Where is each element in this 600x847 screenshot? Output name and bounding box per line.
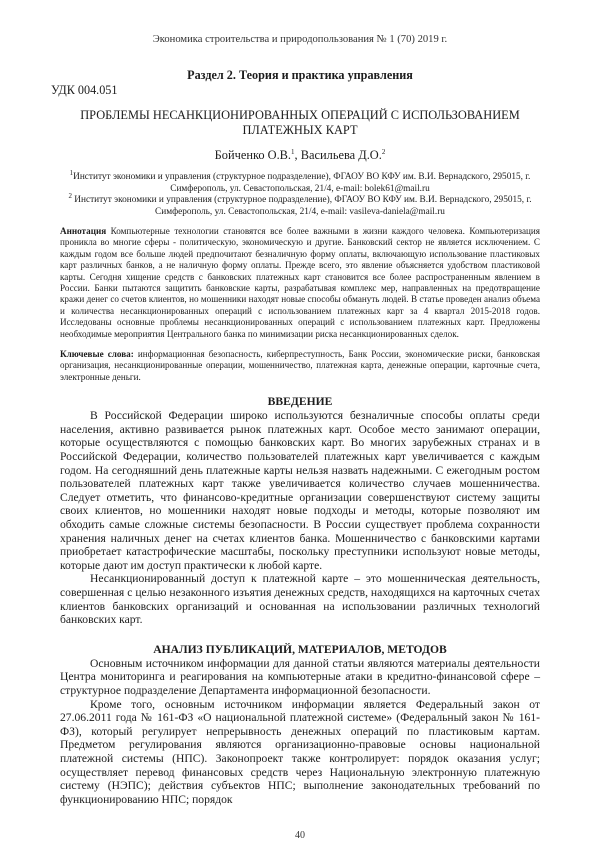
author-name: Бойченко О.В.: [214, 148, 292, 162]
keywords-text: информационная безопасность, киберпреступность, Банк России, экономические риски, банковская организация, несанкционированные операции, мошенничество, платежная карта, денежные операции, карточные счета, электронные деньги.: [60, 349, 541, 382]
affiliation-text: Институт экономики и управления (структурное подразделение), ФГАОУ ВО КФУ им. В.И. Вернадского, 295015, г. Симферополь, ул. Севастопольская, 21/4, e-mail: bolek61@mail.ru: [73, 172, 531, 194]
introduction-body: [60, 409, 540, 627]
abstract: [60, 226, 540, 340]
udk-code: УДК 004.051: [51, 83, 118, 97]
affiliation-mark: 1: [69, 168, 74, 177]
affiliation: [60, 191, 540, 218]
section-heading: Раздел 2. Теория и практика управления: [187, 68, 413, 82]
analysis-heading: АНАЛИЗ ПУБЛИКАЦИЙ, МАТЕРИАЛОВ, МЕТОДОВ: [153, 642, 447, 656]
author-name: Васильева Д.О.: [300, 148, 382, 162]
authors-line: [0, 148, 600, 163]
page-number: 40: [295, 830, 305, 842]
author-mark: 1: [291, 147, 295, 156]
paragraph: Основным источником информации для данной статьи являются материалы деятельности Центра мониторинга и реагирования на компьютерные атаки в кредитно-финансовой сфере – структурное подразделение Департамента информационной безопасности.: [60, 656, 540, 697]
author-mark: 2: [381, 147, 386, 156]
abstract-label: Аннотация: [60, 226, 107, 236]
affiliations: [60, 168, 540, 218]
paragraph: Кроме того, основным источником информации является Федеральный закон от 27.06.2011 года № 161-ФЗ «О национальной платежной системе» (Федеральный закон № 161-ФЗ), который регулирует непрерывность денежных операций по пластиковым картам. Предметом регулирования являются организационно-правовые основы национальной платежной системы (НПС). Законопроект также контролирует: порядок оказания услуг; осуществляет перевод финансовых средств через Национальную электронную платежную систему (НЭПС); действия субъектов НПС; выполнение законодательных требований по функционированию НПС; порядок: [60, 697, 540, 806]
introduction-heading: ВВЕДЕНИЕ: [267, 395, 333, 409]
author-separator: ,: [294, 148, 301, 162]
analysis-body: [60, 657, 540, 807]
article-title: ПРОБЛЕМЫ НЕСАНКЦИОНИРОВАННЫХ ОПЕРАЦИЙ С ИСПОЛЬЗОВАНИЕМ ПЛАТЕЖНЫХ КАРТ: [80, 108, 520, 137]
abstract-text: Компьютерные технологии становятся все более важными в жизни каждого человека. Компьютеризация проникла во многие сферы - политическую, экономическую и другие. Банковский сектор не является исключением. С каждым годом все больше людей предпочитают безналичную форму оплаты, включающую использование пластиковых карт различных банков, а не наличную форму оплаты. Прежде всего, это явление объясняется удобством пластиковой карты. Сегодня хищение средств с банковских платежных карт становится все более распространенным явлением в России. Банки пытаются защитить банковские карты, разрабатывая комплекс мер, направленных на предотвращение кражи денег со счетов клиентов, но мошенники находят новые способы обмануть людей. В статье проведен анализ объема и количества несанкционированных операций с использованием платежных карт за 4 квартал 2015-2018 годов. Исследованы основные проблемы несанкционированных операций с использованием платежных карт. Предложены необходимые мероприятия Центрального банка по минимизации риска несанкционированных сделок.: [60, 226, 540, 339]
keywords: [60, 349, 540, 383]
paragraph: В Российской Федерации широко используются безналичные способы оплаты среди населения, активно развивается рынок платежных карт. Особое место занимают операции, которые осуществляются с помощью банковских карт. Во многих зарубежных странах и в Российской Федерации, количество пользователей платежных карт увеличивается с каждым годом. На сегодняшний день платежные карты нельзя назвать надежными. С ежегодным ростом пользователей платежных карт также увеличивается количество случаев мошенничества. Следует отметить, что финансово-кредитные организации совершенствуют систему защиты своих клиентов, но мошенники находят новые подходы и методы, которые позволяют им обходить самые сложные системы безопасности. В России существует проблема сохранности хранения наличных денег на счетах клиентов банка. Мошенничество с банковскими картами приобретает катастрофические масштабы, поскольку преступники используют новые методы, которые дают им доступ практически к любой карте.: [60, 409, 540, 572]
keywords-label: Ключевые слова:: [60, 349, 134, 360]
paragraph: Несанкционированный доступ к платежной карте – это мошенническая деятельность, совершенная с целью незаконного изъятия денежных средств, находящихся на карточных счетах клиентов банковских организаций и основанная на использовании различных технологий банковских карт.: [60, 572, 540, 627]
journal-running-header: Экономика строительства и природопользования № 1 (70) 2019 г.: [152, 34, 448, 45]
affiliation-text: Институт экономики и управления (структурное подразделение), ФГАОУ ВО КФУ им. В.И. Вернадского, 295015, г. Симферополь, ул. Севастопольская, 21/4, e-mail: vasileva-daniela@mail.ru: [71, 195, 532, 217]
affiliation-mark: 2: [68, 191, 72, 200]
affiliation: [60, 168, 540, 195]
